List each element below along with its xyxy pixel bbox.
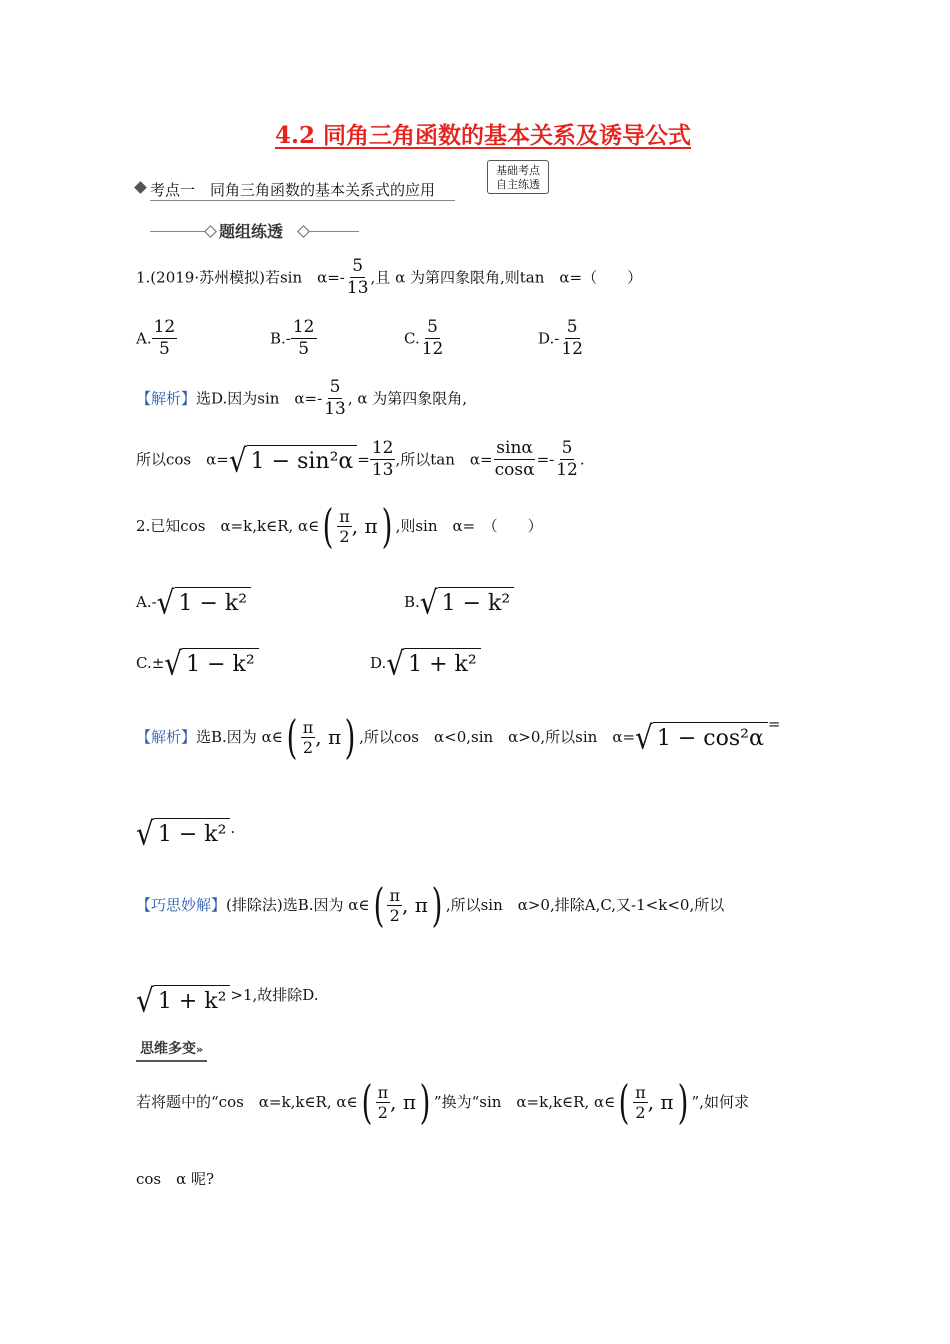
group-heading-rule-right	[309, 231, 359, 232]
q1-analysis2-text-c: =-	[536, 450, 555, 469]
q2-trick-text-a: (排除法)选B.因为 α∈	[226, 896, 370, 914]
q1-analysis2-num3: 5	[561, 438, 573, 458]
q2-pi-num: π	[339, 506, 350, 526]
q1-analysis-text-b: , α 为第四象限角,	[347, 389, 468, 408]
q2-pi-den: 2	[339, 526, 350, 546]
q2-option-d-label: D.	[370, 654, 387, 672]
q2-analysis-pi: π	[328, 725, 342, 749]
q2-analysis-eq: =	[767, 715, 781, 733]
q2-analysis-pi-den: 2	[302, 737, 314, 757]
q1-frac-num: 5	[352, 256, 364, 276]
q1-analysis-den: 13	[324, 399, 346, 419]
variation-line1: 若将题中的“cos α=k,k∈R, α∈ ( $\frac{\pi}{2}$ , π ) ”换为“sin α=k,k∈R, α∈ ( $\frac{\pi}{2}$ , π ) ”,如何求	[136, 1075, 749, 1129]
q2-trick-pi: π	[414, 893, 428, 917]
q1-analysis2-den3: 12	[556, 460, 578, 480]
q2-stem-suffix: ,则sin α= （ ）	[395, 517, 543, 535]
variation-label-text: 思维多变	[140, 1041, 196, 1057]
topic-label: 考点一 同角三角函数的基本关系式的应用	[150, 180, 455, 201]
q2-option-b-expr: 1 − k²	[438, 587, 515, 617]
variation-pi-1: π	[402, 1090, 416, 1114]
q1-option-a[interactable]	[136, 317, 177, 360]
q1-stem-prefix: 1.(2019·苏州模拟)若sin α=-	[136, 268, 345, 287]
q1-analysis2-num: 12	[371, 438, 394, 458]
q2-trick-line1: 【巧思妙解】(排除法)选B.因为 α∈ ( $\frac{\pi}{2}$ , π ) ,所以sin α>0,排除A,C,又-1<k<0,所以	[136, 878, 725, 932]
q1-analysis-sqrt: √ 1 − sin²α	[229, 445, 357, 475]
q2-option-a-label: A.-	[136, 593, 157, 611]
q2-option-d-expr: 1 + k²	[404, 648, 481, 678]
topic-badge	[487, 160, 549, 194]
q1-option-d-label: D.-	[538, 329, 560, 348]
badge-line1: 基础考点	[496, 164, 540, 177]
variation-text-a: 若将题中的“cos α=k,k∈R, α∈	[136, 1093, 358, 1111]
variation-pi-den-2: 2	[635, 1102, 646, 1122]
variation-pi-num-2: π	[635, 1082, 646, 1102]
group-heading-rule-left	[150, 231, 206, 232]
variation-line2: cos α 呢?	[136, 1170, 215, 1188]
variation-pi-2: π	[660, 1090, 674, 1114]
q1-analysis-sqrt-body: 1 − sin²α	[247, 445, 358, 475]
q2-analysis-line1: 【解析】选B.因为 α∈ ( $\frac{\pi}{2}$ , π ) ,所以cos α<0,sin α>0,所以sin α= √ 1 − cos²α =	[136, 710, 781, 764]
q1-analysis-line1	[136, 377, 467, 420]
q2-option-a[interactable]: A.- √ 1 − k²	[136, 587, 251, 617]
q1-option-b-num: 12	[292, 317, 315, 337]
q1-analysis2-eq: =	[357, 450, 370, 469]
variation-text-b: ”换为“sin α=k,k∈R, α∈	[433, 1093, 616, 1111]
q1-stem	[136, 256, 642, 299]
q2-analysis-text-b: ,所以cos α<0,sin α>0,所以sin α=	[359, 728, 636, 746]
q2-analysis-sqrt: 1 − cos²α	[653, 722, 768, 752]
q2-option-c-label: C.±	[136, 654, 165, 672]
q2-stem	[136, 499, 543, 553]
q2-analysis-pi-num: π	[302, 717, 314, 737]
q1-option-b[interactable]	[270, 317, 317, 360]
q2-pi: π	[364, 514, 378, 538]
badge-line2: 自主练透	[496, 178, 540, 191]
q2-stem-prefix: 2.已知cos α=k,k∈R, α∈	[136, 517, 320, 535]
q1-frac-den: 13	[346, 278, 369, 298]
q1-stem-suffix: ,且 α 为第四象限角,则tan α=（ ）	[370, 268, 643, 287]
group-heading: 题组练透	[219, 222, 284, 241]
q1-option-d-den: 12	[561, 339, 583, 359]
q2-trick-line2: √ 1 + k² >1,故排除D.	[136, 981, 319, 1020]
q2-option-b[interactable]: B. √ 1 − k²	[404, 587, 514, 617]
q2-analysis-line2-sqrt: 1 − k²	[154, 818, 231, 848]
q2-trick-pi-num: π	[389, 885, 400, 905]
q1-analysis2-text-b: ,所以tan α=	[395, 450, 493, 469]
q1-option-c[interactable]	[404, 317, 445, 360]
q2-trick-line2-end: >1,故排除D.	[230, 986, 319, 1004]
q1-option-a-den: 5	[159, 339, 170, 359]
q1-analysis2-den2: cosα	[494, 460, 535, 480]
q1-option-d[interactable]	[538, 317, 585, 360]
q1-option-b-label: B.-	[270, 329, 291, 348]
q1-option-a-label: A.	[136, 329, 152, 348]
q1-analysis-tag: 【解析】	[136, 389, 197, 408]
q1-analysis2-text-a: 所以cos α=	[136, 450, 229, 469]
q2-option-c[interactable]: C.± √ 1 − k²	[136, 648, 259, 678]
q1-analysis2-num2: sinα	[496, 438, 533, 458]
q2-analysis-line2: √ 1 − k² .	[136, 814, 236, 853]
q1-analysis-num: 5	[329, 377, 341, 397]
q2-interval: ( $\frac{\pi}{2}$ , π )	[322, 499, 392, 553]
q1-analysis-line2	[136, 438, 585, 481]
q2-option-d[interactable]: D. √ 1 + k²	[370, 648, 481, 678]
q2-trick-line2-sqrt: 1 + k²	[154, 985, 231, 1015]
page-title: 4.2 同角三角函数的基本关系及诱导公式	[275, 122, 692, 149]
variation-arrow-icon: »	[196, 1043, 204, 1056]
q2-analysis-line2-end: .	[230, 819, 236, 837]
q1-option-c-num: 5	[427, 317, 438, 337]
variation-text-c: ”,如何求	[691, 1093, 749, 1111]
q2-trick-tag: 【巧思妙解】	[136, 896, 227, 914]
variation-pi-den-1: 2	[377, 1102, 388, 1122]
q2-analysis-text-a: 选B.因为 α∈	[196, 728, 283, 746]
q1-option-b-den: 5	[298, 339, 310, 359]
q1-analysis-text-a: 选D.因为sin α=-	[196, 389, 323, 408]
variation-label	[136, 1040, 207, 1062]
variation-pi-num-1: π	[377, 1082, 389, 1102]
q2-analysis-tag: 【解析】	[136, 728, 197, 746]
q2-trick-text-b: ,所以sin α>0,排除A,C,又-1<k<0,所以	[445, 896, 725, 914]
q1-option-c-label: C.	[404, 329, 420, 348]
topic-diamond-icon	[134, 181, 147, 194]
q2-option-c-expr: 1 − k²	[182, 648, 259, 678]
q1-option-d-num: 5	[566, 317, 578, 337]
q2-trick-pi-den: 2	[389, 905, 400, 925]
q2-option-b-label: B.	[404, 593, 420, 611]
group-heading-dot-right	[297, 225, 310, 238]
q1-analysis2-den: 13	[371, 460, 394, 480]
q1-analysis2-end: .	[579, 450, 585, 469]
q2-option-a-expr: 1 − k²	[175, 587, 252, 617]
q1-option-a-num: 12	[153, 317, 176, 337]
q1-fraction	[345, 256, 371, 299]
group-heading-dot-left	[204, 225, 217, 238]
q1-option-c-den: 12	[421, 339, 444, 359]
